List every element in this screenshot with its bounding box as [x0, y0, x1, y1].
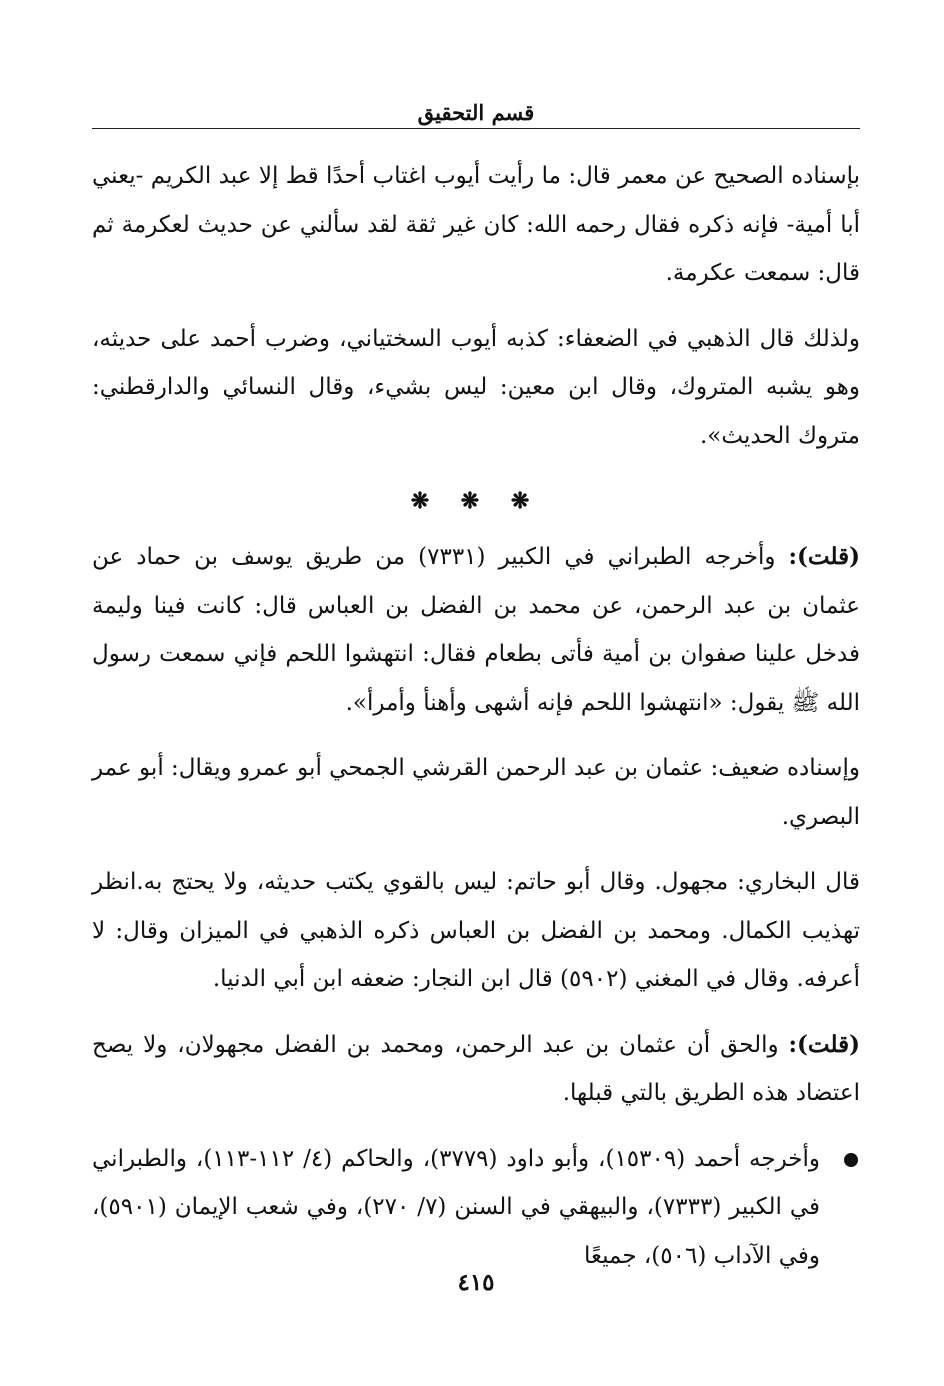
paragraph-2 — [92, 315, 860, 461]
paragraph-text: ولذلك قال الذهبي في الضعفاء: كذبه أيوب السختياني، وضرب أحمد على حديثه، وهو يشبه المتروك، وقال ابن معين: ليس بشيء، وقال النسائي والدارقطني: متروك الحديث». — [92, 325, 860, 449]
paragraph-lead: (قلت): — [788, 1030, 860, 1058]
bullet-text: وأخرجه أحمد (١٥٣٠٩)، وأبو داود (٣٧٧٩)، والحاكم (٤/ ١١٢-١١٣)، والطبراني في الكبير (٧٣٣٣)، والبيهقي في السنن (٧/ ٢٧٠)، وفي شعب الإيمان (٥٩٠١)، وفي الآداب (٥٠٦)، جميعًا — [92, 1145, 821, 1269]
header-rule — [92, 128, 860, 129]
paragraph-3 — [92, 533, 860, 727]
paragraph-text: وأخرجه الطبراني في الكبير (٧٣٣١) من طريق يوسف بن حماد عن عثمان بن عبد الرحمن، عن محمد بن الفضل بن العباس قال: كانت فينا وليمة فدخل علينا صفوان بن أمية فأتى بطعام فقال: انتهشوا اللحم فإني سمعت رسول الله ﷺ يقول: «انتهشوا اللحم فإنه أشهى وأهنأ وأمرأ». — [92, 544, 860, 716]
paragraph-6 — [92, 1021, 860, 1118]
running-header: قسم التحقيق — [417, 100, 535, 125]
bullet-item — [92, 1135, 860, 1281]
paragraph-text: والحق أن عثمان بن عبد الرحمن، ومحمد بن الفضل مجهولان، ولا يصح اعتضاد هذه الطريق بالتي قبلها. — [92, 1031, 860, 1106]
paragraph-text: قال البخاري: مجهول. وقال أبو حاتم: ليس بالقوي يكتب حديثه، ولا يحتج به.انظر تهذيب الكمال. ومحمد بن الفضل بن العباس ذكره الذهبي في الميزان وقال: لا أعرفه. وقال في المغني (٥٩٠٢) قال ابن النجار: ضعفه ابن أبي الدنيا. — [92, 869, 860, 992]
paragraph-lead: (قلت): — [788, 543, 860, 570]
paragraph-1 — [92, 152, 860, 298]
page-body — [92, 152, 860, 1280]
bullet-icon — [844, 1153, 858, 1167]
paragraph-text: بإسناده الصحيح عن معمر قال: ما رأيت أيوب اغتاب أحدًا قط إلا عبد الكريم -يعني أبا أمية- فإنه ذكره فقال رحمه الله: كان غير ثقة لقد سألني عن حديث لعكرمة ثم قال: سمعت عكرمة. — [92, 163, 860, 286]
paragraph-4 — [92, 744, 860, 841]
paragraph-5 — [92, 858, 860, 1004]
page-number: ٤١٥ — [457, 1269, 495, 1296]
paragraph-text: وإسناده ضعيف: عثمان بن عبد الرحمن القرشي الجمحي أبو عمرو ويقال: أبو عمر البصري. — [92, 755, 860, 830]
section-separator: ❋ ❋ ❋ — [410, 488, 542, 514]
